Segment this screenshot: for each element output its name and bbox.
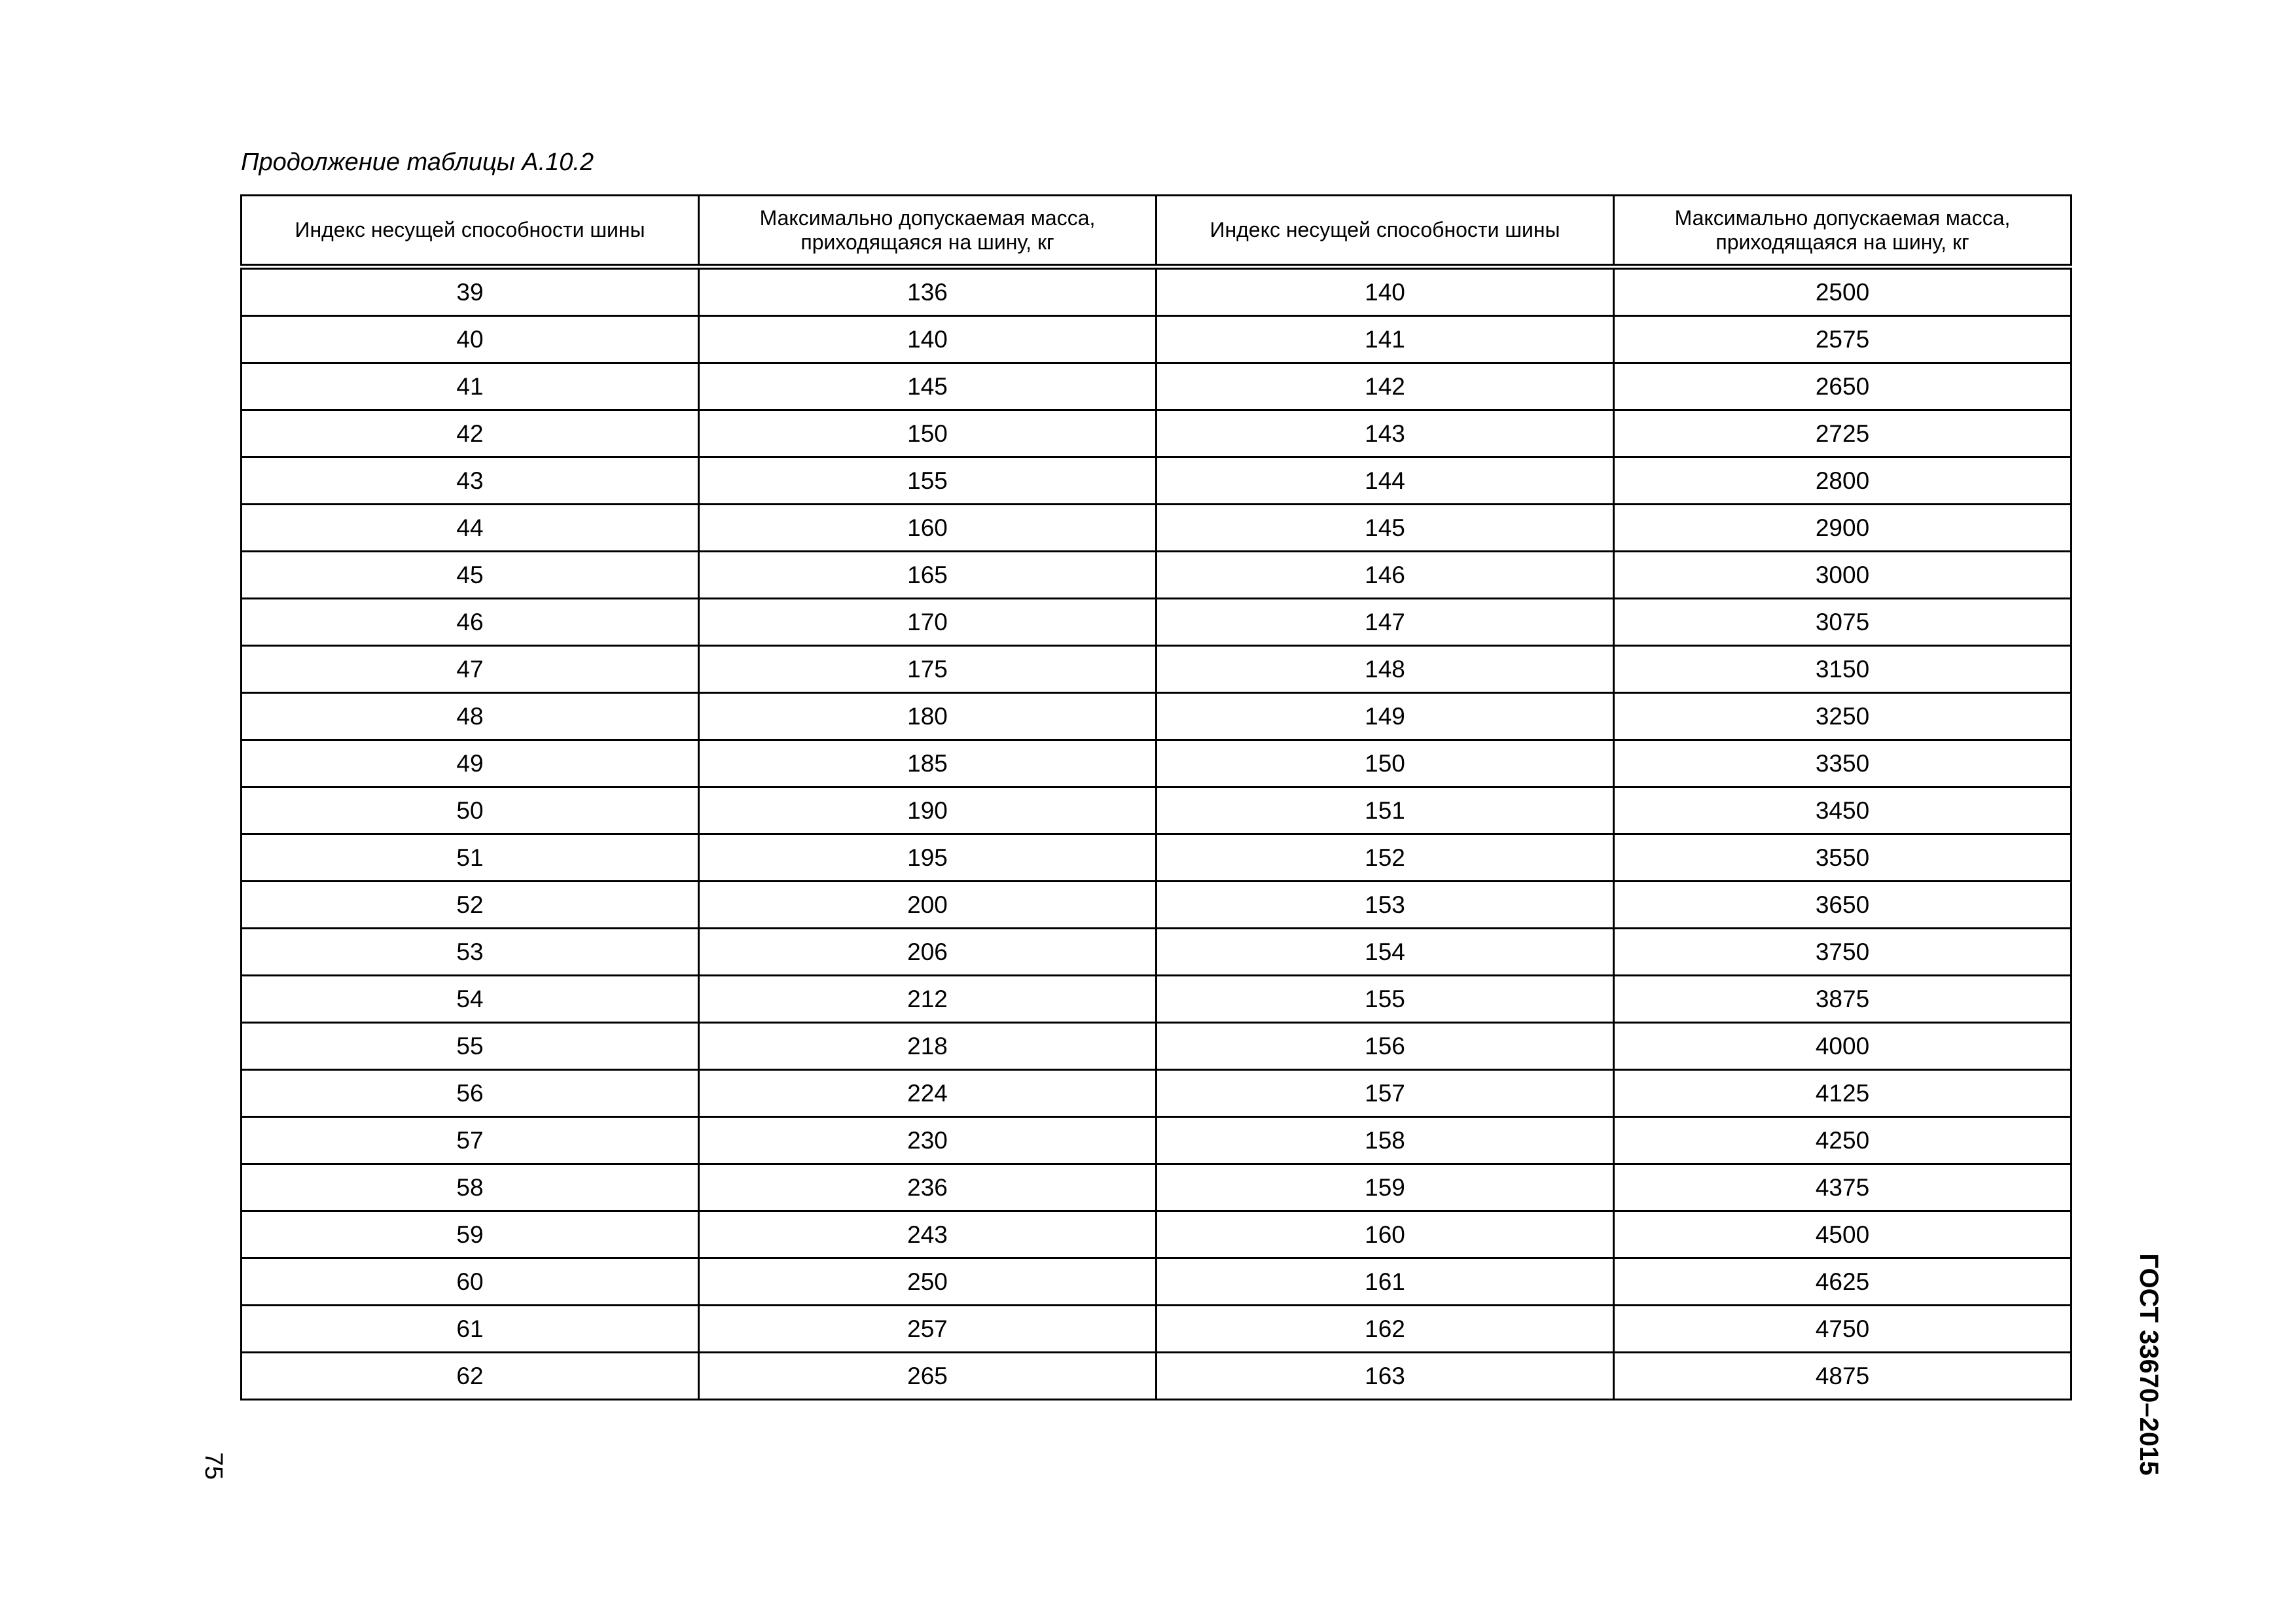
max-mass-cell: 190: [699, 787, 1157, 834]
load-index-cell: 155: [1157, 976, 1614, 1023]
table-row: [242, 599, 2072, 646]
load-index-cell: 57: [242, 1117, 699, 1164]
max-mass-cell: 218: [699, 1023, 1157, 1070]
header-row: [242, 196, 2072, 267]
load-index-cell: 141: [1157, 316, 1614, 363]
max-mass-cell: 3075: [1614, 599, 2072, 646]
table-row: [242, 787, 2072, 834]
table-row: [242, 1353, 2072, 1400]
max-mass-cell: 3450: [1614, 787, 2072, 834]
table-row: [242, 834, 2072, 882]
table-row: [242, 457, 2072, 505]
load-index-cell: 145: [1157, 505, 1614, 552]
max-mass-cell: 2900: [1614, 505, 2072, 552]
load-index-cell: 163: [1157, 1353, 1614, 1400]
load-index-cell: 147: [1157, 599, 1614, 646]
table-row: [242, 363, 2072, 410]
max-mass-cell: 145: [699, 363, 1157, 410]
load-index-cell: 55: [242, 1023, 699, 1070]
table-row: [242, 410, 2072, 457]
max-mass-cell: 4250: [1614, 1117, 2072, 1164]
max-mass-cell: 2725: [1614, 410, 2072, 457]
load-index-cell: 47: [242, 646, 699, 693]
load-index-cell: 51: [242, 834, 699, 882]
max-mass-cell: 3250: [1614, 693, 2072, 740]
load-index-cell: 154: [1157, 929, 1614, 976]
load-index-cell: 146: [1157, 552, 1614, 599]
max-mass-cell: 200: [699, 882, 1157, 929]
max-mass-cell: 3550: [1614, 834, 2072, 882]
max-mass-cell: 170: [699, 599, 1157, 646]
load-index-cell: 61: [242, 1306, 699, 1353]
max-mass-cell: 3750: [1614, 929, 2072, 976]
load-index-cell: 153: [1157, 882, 1614, 929]
max-mass-cell: 4000: [1614, 1023, 2072, 1070]
max-mass-cell: 136: [699, 267, 1157, 316]
load-index-cell: 162: [1157, 1306, 1614, 1353]
load-index-cell: 44: [242, 505, 699, 552]
load-index-cell: 49: [242, 740, 699, 787]
page-number: 75: [200, 1452, 227, 1480]
max-mass-cell: 3650: [1614, 882, 2072, 929]
load-index-cell: 148: [1157, 646, 1614, 693]
max-mass-cell: 3150: [1614, 646, 2072, 693]
load-index-cell: 152: [1157, 834, 1614, 882]
max-mass-cell: 180: [699, 693, 1157, 740]
load-index-cell: 160: [1157, 1211, 1614, 1258]
max-mass-cell: 3875: [1614, 976, 2072, 1023]
load-index-cell: 48: [242, 693, 699, 740]
load-index-cell: 52: [242, 882, 699, 929]
header-load-index-2: Индекс несущей способности шины: [1157, 196, 1614, 267]
max-mass-cell: 2800: [1614, 457, 2072, 505]
max-mass-cell: 250: [699, 1258, 1157, 1306]
max-mass-cell: 3350: [1614, 740, 2072, 787]
load-index-cell: 159: [1157, 1164, 1614, 1211]
max-mass-cell: 185: [699, 740, 1157, 787]
max-mass-cell: 230: [699, 1117, 1157, 1164]
load-index-cell: 156: [1157, 1023, 1614, 1070]
load-index-cell: 43: [242, 457, 699, 505]
header-max-mass-1: Максимально допускаемая масса, приходящаяся на шину, кг: [699, 196, 1157, 267]
max-mass-cell: 4375: [1614, 1164, 2072, 1211]
max-mass-cell: 175: [699, 646, 1157, 693]
load-index-cell: 53: [242, 929, 699, 976]
max-mass-cell: 257: [699, 1306, 1157, 1353]
table-row: [242, 1211, 2072, 1258]
table-row: [242, 693, 2072, 740]
load-index-cell: 46: [242, 599, 699, 646]
max-mass-cell: 4125: [1614, 1070, 2072, 1117]
table-row: [242, 882, 2072, 929]
load-index-cell: 41: [242, 363, 699, 410]
load-index-cell: 62: [242, 1353, 699, 1400]
table-row: [242, 1117, 2072, 1164]
load-index-cell: 42: [242, 410, 699, 457]
load-index-cell: 56: [242, 1070, 699, 1117]
max-mass-cell: 206: [699, 929, 1157, 976]
load-index-cell: 150: [1157, 740, 1614, 787]
table-row: [242, 552, 2072, 599]
table-row: [242, 1023, 2072, 1070]
table-row: [242, 267, 2072, 316]
header-max-mass-2: Максимально допускаемая масса, приходящаяся на шину, кг: [1614, 196, 2072, 267]
max-mass-cell: 165: [699, 552, 1157, 599]
load-index-table: [240, 194, 2072, 1400]
table-row: [242, 1164, 2072, 1211]
table-caption: Продолжение таблицы А.10.2: [241, 149, 594, 176]
load-index-cell: 157: [1157, 1070, 1614, 1117]
table-row: [242, 646, 2072, 693]
max-mass-cell: 155: [699, 457, 1157, 505]
table-row: [242, 1306, 2072, 1353]
table-header: [242, 196, 2072, 267]
max-mass-cell: 140: [699, 316, 1157, 363]
table-row: [242, 976, 2072, 1023]
load-index-cell: 143: [1157, 410, 1614, 457]
max-mass-cell: 4625: [1614, 1258, 2072, 1306]
load-index-cell: 60: [242, 1258, 699, 1306]
table-body: [242, 267, 2072, 1400]
max-mass-cell: 160: [699, 505, 1157, 552]
load-index-cell: 142: [1157, 363, 1614, 410]
load-index-cell: 58: [242, 1164, 699, 1211]
max-mass-cell: 243: [699, 1211, 1157, 1258]
max-mass-cell: 2575: [1614, 316, 2072, 363]
load-index-cell: 144: [1157, 457, 1614, 505]
load-index-cell: 59: [242, 1211, 699, 1258]
load-index-cell: 149: [1157, 693, 1614, 740]
max-mass-cell: 4500: [1614, 1211, 2072, 1258]
table-row: [242, 929, 2072, 976]
load-index-cell: 40: [242, 316, 699, 363]
load-index-cell: 161: [1157, 1258, 1614, 1306]
load-index-cell: 39: [242, 267, 699, 316]
table-row: [242, 740, 2072, 787]
table-row: [242, 1070, 2072, 1117]
header-load-index-1: Индекс несущей способности шины: [242, 196, 699, 267]
load-index-cell: 45: [242, 552, 699, 599]
max-mass-cell: 2650: [1614, 363, 2072, 410]
document-code: ГОСТ 33670–2015: [2134, 1253, 2163, 1476]
load-index-cell: 54: [242, 976, 699, 1023]
max-mass-cell: 3000: [1614, 552, 2072, 599]
max-mass-cell: 224: [699, 1070, 1157, 1117]
max-mass-cell: 212: [699, 976, 1157, 1023]
max-mass-cell: 4750: [1614, 1306, 2072, 1353]
table-row: [242, 316, 2072, 363]
load-index-cell: 50: [242, 787, 699, 834]
table-row: [242, 1258, 2072, 1306]
table-row: [242, 505, 2072, 552]
max-mass-cell: 265: [699, 1353, 1157, 1400]
max-mass-cell: 236: [699, 1164, 1157, 1211]
load-index-cell: 140: [1157, 267, 1614, 316]
max-mass-cell: 150: [699, 410, 1157, 457]
load-index-cell: 158: [1157, 1117, 1614, 1164]
load-index-cell: 151: [1157, 787, 1614, 834]
max-mass-cell: 4875: [1614, 1353, 2072, 1400]
max-mass-cell: 195: [699, 834, 1157, 882]
max-mass-cell: 2500: [1614, 267, 2072, 316]
